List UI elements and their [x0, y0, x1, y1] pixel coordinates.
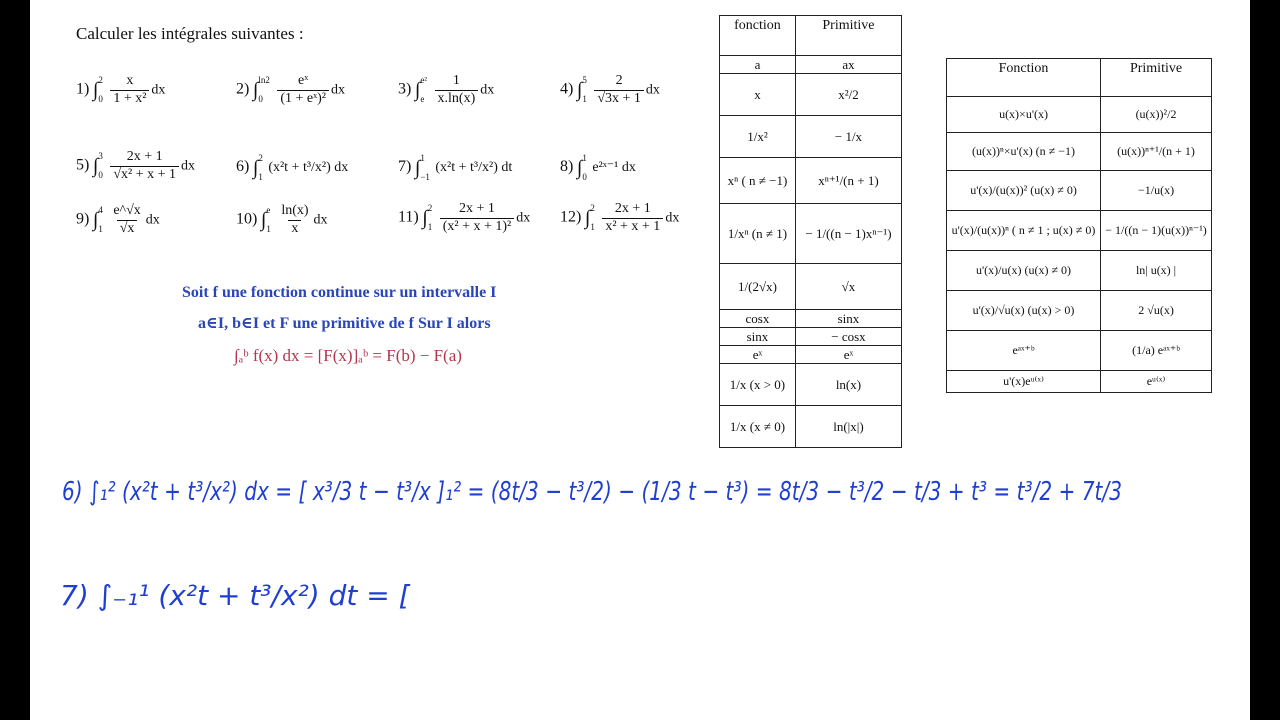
exercise-2: 2) ∫ ln2 0 $\frac{\text{eˣ}}{\text{(1 + eˣ)²}}$ dx — [236, 73, 346, 106]
exercise-12: 12) ∫ 2 1 $\frac{2x + 1}{\text{x² + x + 1}}$ dx — [560, 201, 680, 234]
table-header: Primitive — [1101, 59, 1212, 97]
handwritten-line-6: 6) ∫₁² (x²t + t³/x²) dx = [ x³/3 t − t³/x ]₁² = (8t/3 − t³/2) − (1/3 t − t³) = 8t/3 − t³/2 − t/3 + t³ = t³/2 + 7t/3 — [62, 477, 1122, 507]
exercise-5: 5) ∫ 3 0 $\frac{2x + 1}{\text{√x² + x + 1}}$ dx — [76, 149, 195, 182]
table-row: 1/x² − 1/x — [720, 116, 902, 158]
table-header: Primitive — [795, 16, 901, 56]
table-row: eˣ eˣ — [720, 346, 902, 364]
table-row: 1/xⁿ (n ≠ 1) − 1/((n − 1)xⁿ⁻¹) — [720, 204, 902, 264]
table-row: u'(x)/(u(x))ⁿ ( n ≠ 1 ; u(x) ≠ 0) − 1/((n − 1)(u(x))ⁿ⁻¹) — [947, 211, 1212, 251]
exercise-3: 3) ∫ e² e $\frac{1}{x.\ln(x)}$ dx — [398, 73, 495, 106]
table-header: Fonction — [947, 59, 1101, 97]
table-row: u(x)×u'(x) (u(x))²/2 — [947, 97, 1212, 133]
exercise-4: 4) ∫ 5 1 $\frac{2}{√3x + 1}$ dx — [560, 73, 660, 106]
table-header: fonction — [720, 16, 796, 56]
theorem-line-1: Soit f une fonction continue sur un intervalle I — [182, 284, 497, 301]
table-row: u'(x)eᵘ⁽ˣ⁾ eᵘ⁽ˣ⁾ — [947, 371, 1212, 393]
exercise-9: 9) ∫ 4 1 $\frac{e\^{}√x}{√x}$ dx — [76, 203, 160, 236]
exercise-7: 7) ∫ 1 −1 (x²t + t³/x²) dt — [398, 153, 513, 182]
exercise-6: 6) ∫ 2 1 (x²t + t³/x²) dx — [236, 153, 349, 182]
table-row: 1/(2√x) √x — [720, 264, 902, 310]
table-row: 1/x (x > 0) ln(x) — [720, 364, 902, 406]
table-row: x x²/2 — [720, 74, 902, 116]
table-row: sinx − cosx — [720, 328, 902, 346]
exercise-8: 8) ∫ 1 0 e²ˣ⁻¹ dx — [560, 153, 636, 182]
exercise-1: 1) ∫ 2 0 $\frac{x}{\text{1 + x²}}$ dx — [76, 73, 166, 106]
table-row: u'(x)/u(x) (u(x) ≠ 0) ln| u(x) | — [947, 251, 1212, 291]
handwritten-notes — [30, 0, 1250, 720]
table-row: a ax — [720, 56, 902, 74]
table-row: cosx sinx — [720, 310, 902, 328]
table-row: eᵃˣ⁺ᵇ (1/a) eᵃˣ⁺ᵇ — [947, 331, 1212, 371]
worksheet-page — [30, 0, 1250, 720]
table-row: xⁿ ( n ≠ −1) xⁿ⁺¹/(n + 1) — [720, 158, 902, 204]
exercise-10: 10) ∫ e 1 $\frac{\ln(x)}{x}$ dx — [236, 203, 328, 236]
page-title: Calculer les intégrales suivantes : — [76, 24, 304, 43]
theorem-line-2: a∈I, b∈I et F une primitive de f Sur I alors — [198, 315, 491, 332]
table-row: u'(x)/(u(x))² (u(x) ≠ 0) −1/u(x) — [947, 171, 1212, 211]
integral-sign: ∫ — [92, 79, 99, 102]
table-row: 1/x (x ≠ 0) ln(|x|) — [720, 406, 902, 448]
handwritten-line-7: 7) ∫₋₁¹ (x²t + t³/x²) dt = [ — [60, 579, 410, 612]
theorem-formula: ∫ₐᵇ f(x) dx = [F(x)]ₐᵇ = F(b) − F(a) — [234, 346, 462, 365]
table-row: (u(x))ⁿ×u'(x) (n ≠ −1) (u(x))ⁿ⁺¹/(n + 1) — [947, 133, 1212, 171]
table-row: u'(x)/√u(x) (u(x) > 0) 2 √u(x) — [947, 291, 1212, 331]
exercise-11: 11) ∫ 2 1 $\frac{2x + 1}{\text{(x² + x + 1)²}}$ dx — [398, 201, 531, 234]
